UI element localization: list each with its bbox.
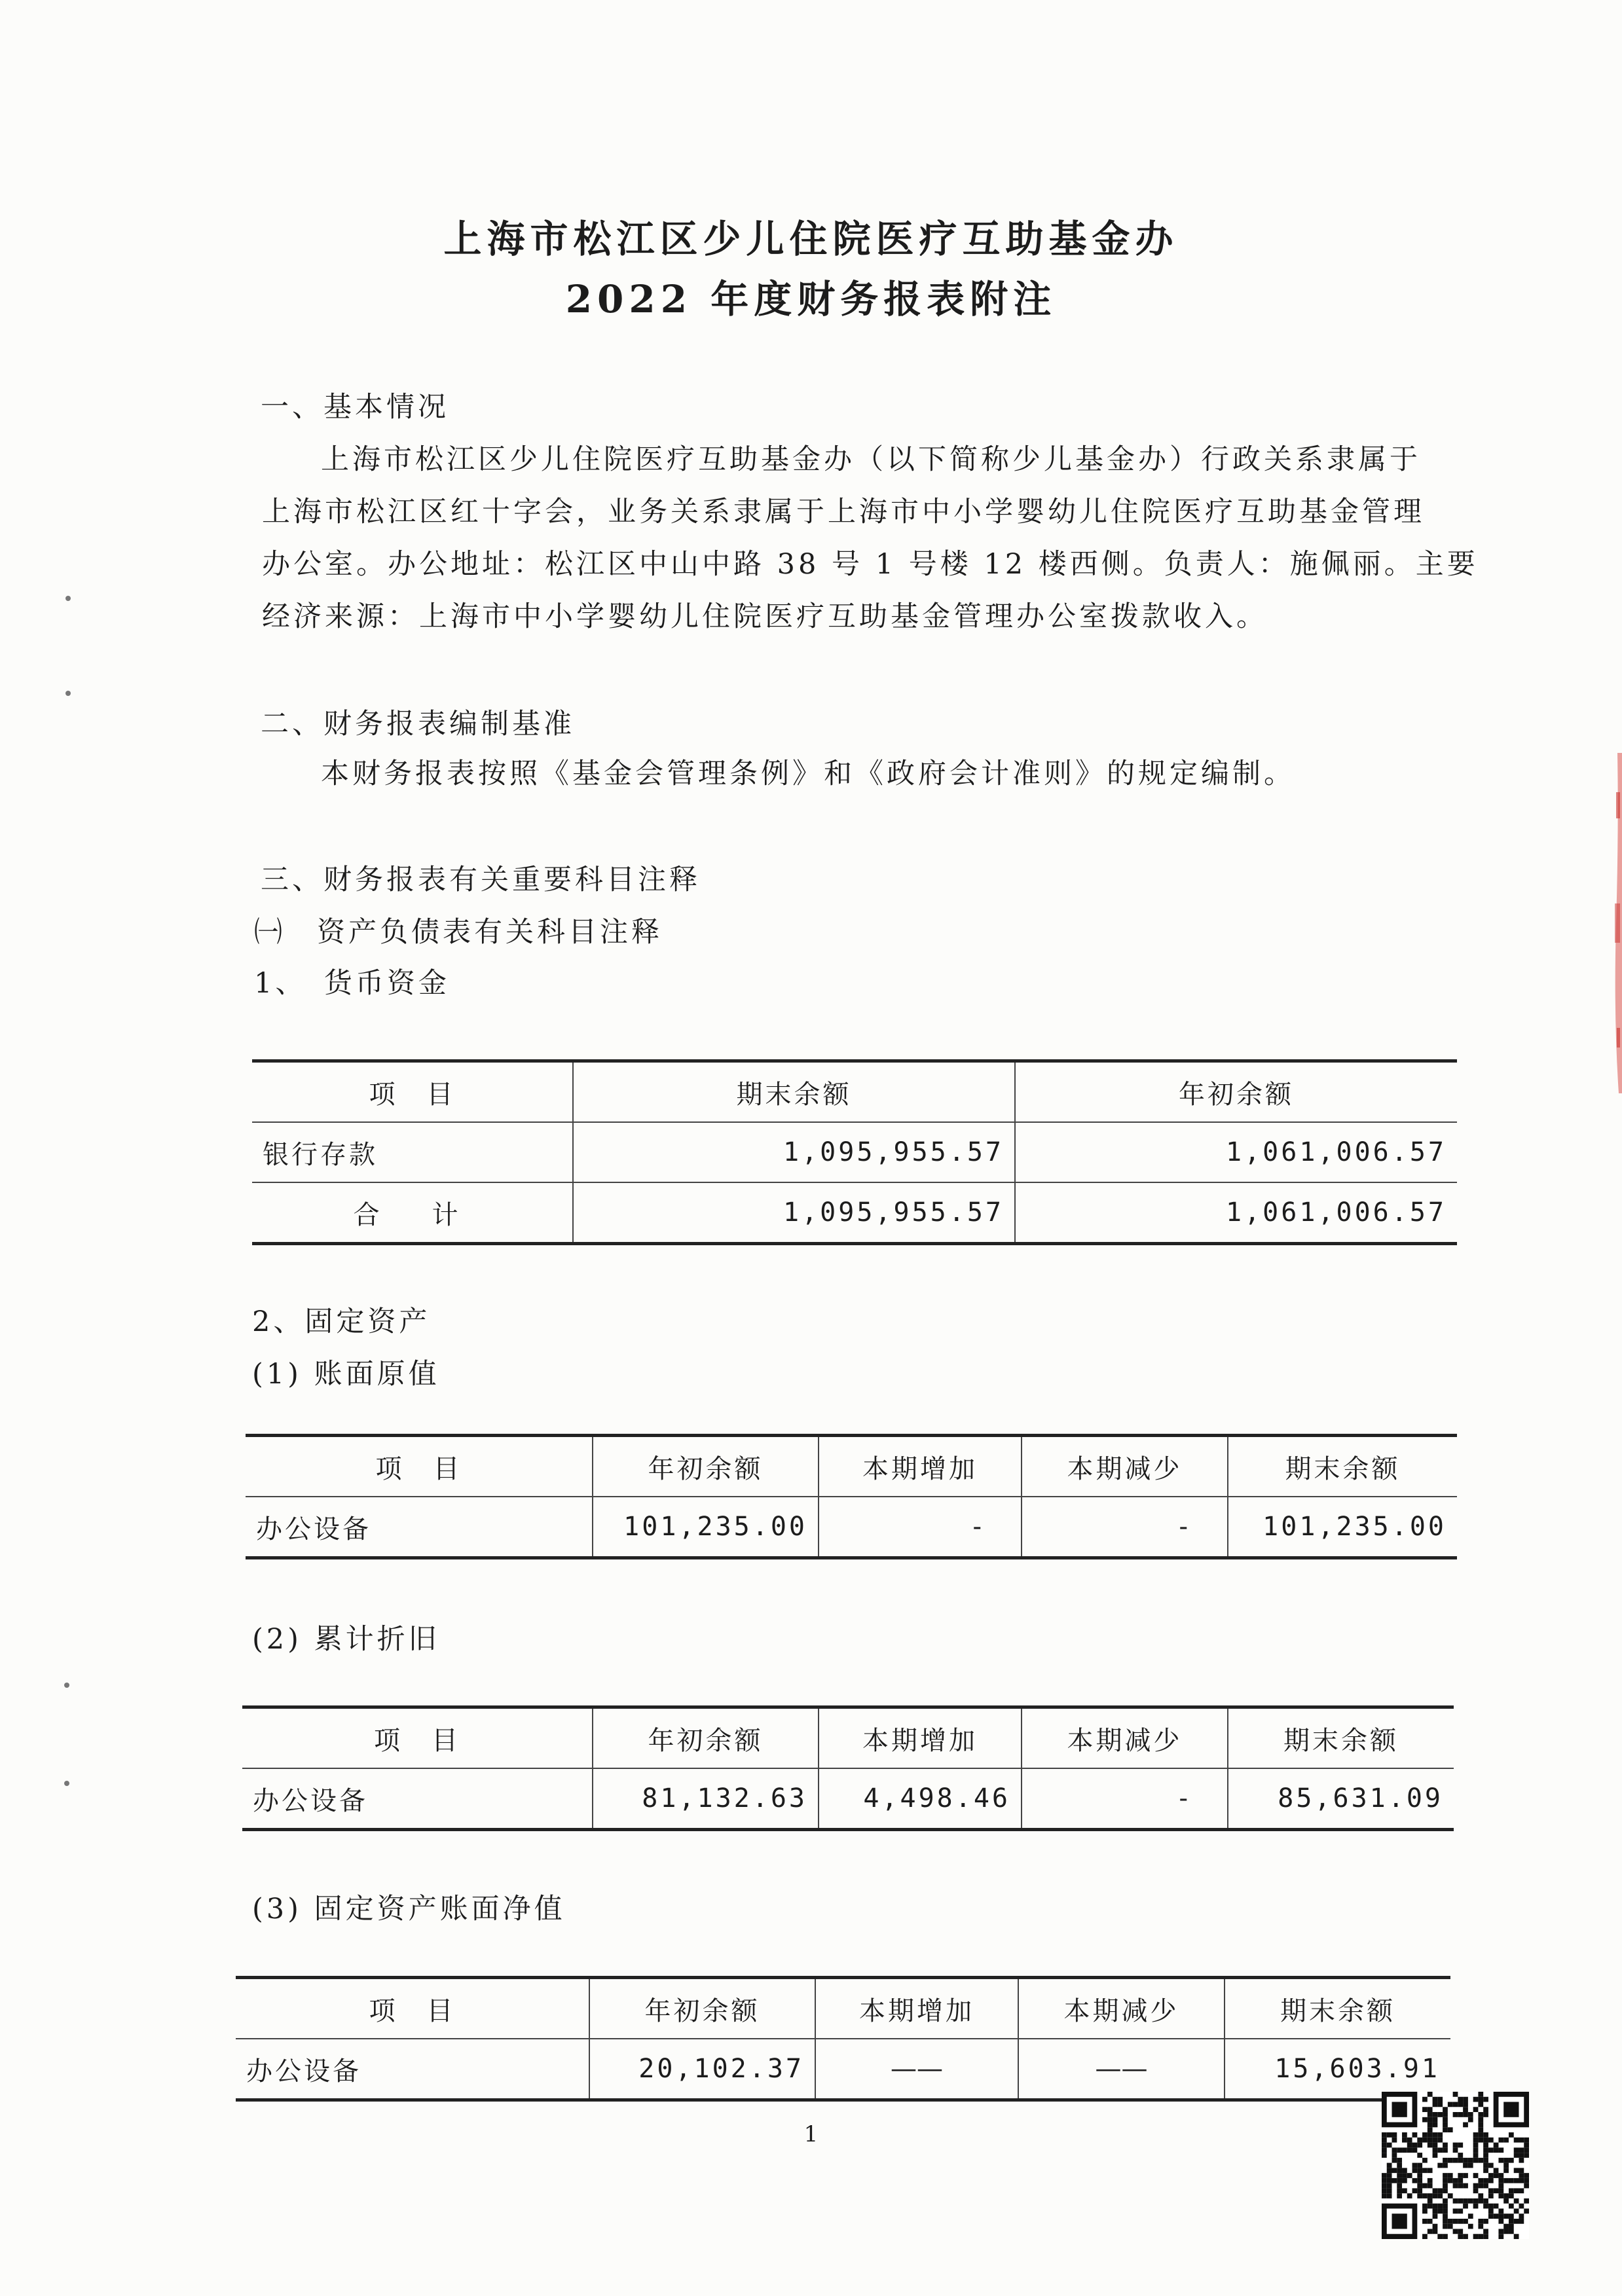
net-row-begin: 20,102.37 bbox=[589, 2039, 815, 2100]
depr-row-increase: 4,498.46 bbox=[819, 1768, 1022, 1830]
orig-row-end: 101,235.00 bbox=[1228, 1497, 1457, 1558]
section2-heading: 二、财务报表编制基准 bbox=[261, 708, 575, 740]
section2-body: 本财务报表按照《基金会管理条例》和《政府会计准则》的规定编制。 bbox=[321, 757, 1295, 790]
cash-header-item: 项 目 bbox=[252, 1061, 573, 1123]
depreciation-heading: (2) 累计折旧 bbox=[252, 1623, 440, 1656]
section1-line3: 办公室。办公地址：松江区中山中路 38 号 1 号楼 12 楼西侧。负责人：施佩丽。主要 bbox=[262, 548, 1479, 581]
net-header-item: 项 目 bbox=[236, 1978, 589, 2039]
net-header-end: 期末余额 bbox=[1225, 1978, 1450, 2039]
section1-heading: 一、基本情况 bbox=[261, 391, 449, 424]
depr-header-increase: 本期增加 bbox=[819, 1707, 1022, 1769]
document-title: 上海市松江区少儿住院医疗互助基金办 bbox=[443, 217, 1179, 261]
fixed-assets-heading: 2、固定资产 bbox=[252, 1305, 431, 1338]
orig-header-end: 期末余额 bbox=[1228, 1436, 1457, 1497]
depr-header-end: 期末余额 bbox=[1228, 1707, 1454, 1769]
table-row bbox=[242, 1768, 1454, 1830]
document-subtitle: 2022 年度财务报表附注 bbox=[565, 277, 1057, 321]
depr-row-begin: 81,132.63 bbox=[593, 1768, 819, 1830]
table-row bbox=[252, 1122, 1457, 1182]
scan-speck bbox=[64, 1781, 69, 1786]
net-row-end: 15,603.91 bbox=[1225, 2039, 1450, 2100]
cash-row1-label: 银行存款 bbox=[252, 1122, 573, 1182]
table-row bbox=[246, 1497, 1457, 1558]
net-value-heading: (3) 固定资产账面净值 bbox=[252, 1893, 566, 1925]
orig-header-decrease: 本期减少 bbox=[1022, 1436, 1228, 1497]
net-row-decrease: —— bbox=[1018, 2039, 1225, 2100]
table-row bbox=[236, 2039, 1450, 2100]
depr-header-begin: 年初余额 bbox=[593, 1707, 819, 1769]
net-value-table bbox=[236, 1976, 1450, 2102]
cash-header-begin: 年初余额 bbox=[1015, 1061, 1457, 1123]
net-header-begin: 年初余额 bbox=[589, 1978, 815, 2039]
depr-header-decrease: 本期减少 bbox=[1022, 1707, 1228, 1769]
scan-speck bbox=[64, 1683, 69, 1688]
page-number: 1 bbox=[803, 2121, 819, 2147]
net-header-increase: 本期增加 bbox=[815, 1978, 1018, 2039]
orig-value-heading: (1) 账面原值 bbox=[252, 1358, 440, 1391]
orig-value-table bbox=[246, 1434, 1457, 1559]
cash-total-label: 合 计 bbox=[252, 1182, 573, 1244]
net-header-decrease: 本期减少 bbox=[1018, 1978, 1225, 2039]
section3-sub1: ㈠ 资产负债表有关科目注释 bbox=[254, 916, 663, 949]
red-stamp-edge bbox=[1603, 753, 1622, 1093]
depreciation-table bbox=[242, 1705, 1454, 1831]
cash-row1-begin: 1,061,006.57 bbox=[1015, 1122, 1457, 1182]
orig-row-begin: 101,235.00 bbox=[593, 1497, 819, 1558]
net-row-label: 办公设备 bbox=[236, 2039, 589, 2100]
depr-row-end: 85,631.09 bbox=[1228, 1768, 1454, 1830]
section1-line1: 上海市松江区少儿住院医疗互助基金办（以下简称少儿基金办）行政关系隶属于 bbox=[321, 443, 1421, 476]
net-row-increase: —— bbox=[815, 2039, 1018, 2100]
scan-speck bbox=[65, 691, 71, 696]
cash-total-begin: 1,061,006.57 bbox=[1015, 1182, 1457, 1244]
orig-row-decrease: - bbox=[1022, 1497, 1228, 1558]
section1-line2: 上海市松江区红十字会，业务关系隶属于上海市中小学婴幼儿住院医疗互助基金管理 bbox=[262, 496, 1425, 528]
depr-row-label: 办公设备 bbox=[242, 1768, 593, 1830]
table-row bbox=[252, 1182, 1457, 1244]
cash-table bbox=[252, 1059, 1457, 1245]
cash-header-end: 期末余额 bbox=[573, 1061, 1015, 1123]
depr-row-decrease: - bbox=[1022, 1768, 1228, 1830]
cash-heading: 1、 货币资金 bbox=[254, 967, 450, 1000]
qr-code-icon bbox=[1382, 2092, 1529, 2239]
depr-header-item: 项 目 bbox=[242, 1707, 593, 1769]
orig-row-increase: - bbox=[819, 1497, 1022, 1558]
orig-header-increase: 本期增加 bbox=[819, 1436, 1022, 1497]
cash-row1-end: 1,095,955.57 bbox=[573, 1122, 1015, 1182]
section3-heading: 三、财务报表有关重要科目注释 bbox=[261, 864, 701, 896]
orig-header-begin: 年初余额 bbox=[593, 1436, 819, 1497]
section1-line4: 经济来源：上海市中小学婴幼儿住院医疗互助基金管理办公室拨款收入。 bbox=[262, 600, 1268, 633]
scan-speck bbox=[65, 596, 71, 601]
orig-row-label: 办公设备 bbox=[246, 1497, 593, 1558]
orig-header-item: 项 目 bbox=[246, 1436, 593, 1497]
cash-total-end: 1,095,955.57 bbox=[573, 1182, 1015, 1244]
